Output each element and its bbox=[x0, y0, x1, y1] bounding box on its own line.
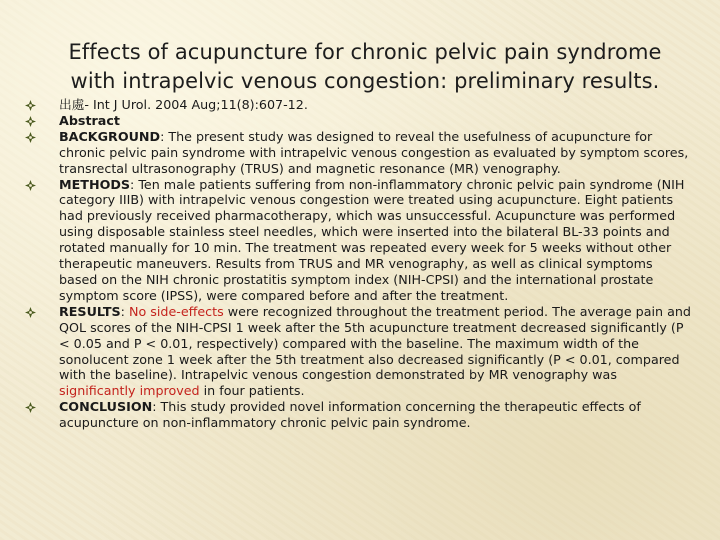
results-colon: : bbox=[120, 303, 129, 319]
background-label: BACKGROUND bbox=[59, 128, 161, 144]
diamond-bullet-icon bbox=[25, 132, 36, 143]
bullet-list bbox=[24, 97, 694, 431]
conclusion-label: CONCLUSION bbox=[59, 399, 153, 415]
bullet-methods bbox=[24, 177, 694, 304]
title-line-2: with intrapelvic venous congestion: preliminary results. bbox=[70, 69, 660, 93]
title-line-1: Effects of acupuncture for chronic pelvic pain syndrome bbox=[68, 40, 662, 64]
results-highlight-improved: significantly improved bbox=[59, 383, 200, 399]
results-text-1: were recognized throughout the treatment period. The average pain and QOL scores of the NIH-CPSI 1 week after the 5th acupuncture treatment decreased significantly (P < 0.05 and P < 0.01, respectively) compared with the baseline. The maximum width of the sonolucent zone 1 week after the 5th treatment also decreased significantly (P < 0.01, compared with the baseline). Intrapelvic venous congestion demonstrated by MR venography was bbox=[59, 303, 691, 383]
slide-title bbox=[40, 38, 690, 96]
diamond-bullet-icon bbox=[25, 307, 36, 318]
abstract-heading: Abstract bbox=[59, 112, 120, 128]
slide-content bbox=[24, 97, 694, 431]
methods-text: : Ten male patients suffering from non-inflammatory chronic pelvic pain syndrome (NIH category IIIB) with intrapelvic venous congestion were treated using acupuncture. Eight patients had previously received pharmacotherapy, which was unsuccessful. Acupuncture was performed using disposable stainless steel needles, which were inserted into the bilateral BL-33 points and rotated manually for 10 min. The treatment was repeated every week for 5 weeks without other therapeutic maneuvers. Results from TRUS and MR venography, as well as clinical symptoms based on the NIH chronic prostatitis symptom index (NIH-CPSI) and the international prostate symptom score (IPSS), were compared before and after the treatment. bbox=[59, 176, 685, 303]
bullet-results bbox=[24, 304, 694, 399]
conclusion-text: : This study provided novel information concerning the therapeutic effects of acupuncture on non-inflammatory chronic pelvic pain syndrome. bbox=[59, 399, 641, 431]
bullet-conclusion bbox=[24, 399, 694, 431]
bullet-abstract bbox=[24, 113, 694, 129]
results-label: RESULTS bbox=[59, 303, 121, 319]
results-text-2: in four patients. bbox=[199, 383, 305, 399]
diamond-bullet-icon bbox=[25, 402, 36, 413]
methods-label: METHODS bbox=[59, 176, 131, 192]
bullet-source bbox=[24, 97, 694, 113]
diamond-bullet-icon bbox=[25, 180, 36, 191]
background-text: : The present study was designed to reveal the usefulness of acupuncture for chronic pelvic pain syndrome with intrapelvic venous congestion as evaluated by symptom scores, transrectal ultrasonography (TRUS) and magnetic resonance (MR) venography. bbox=[59, 128, 689, 176]
bullet-background bbox=[24, 129, 694, 177]
source-citation: 出處- Int J Urol. 2004 Aug;11(8):607-12. bbox=[59, 97, 308, 112]
diamond-bullet-icon bbox=[25, 100, 36, 111]
diamond-bullet-icon bbox=[25, 116, 36, 127]
results-highlight-side-effects: No side-effects bbox=[128, 303, 224, 319]
